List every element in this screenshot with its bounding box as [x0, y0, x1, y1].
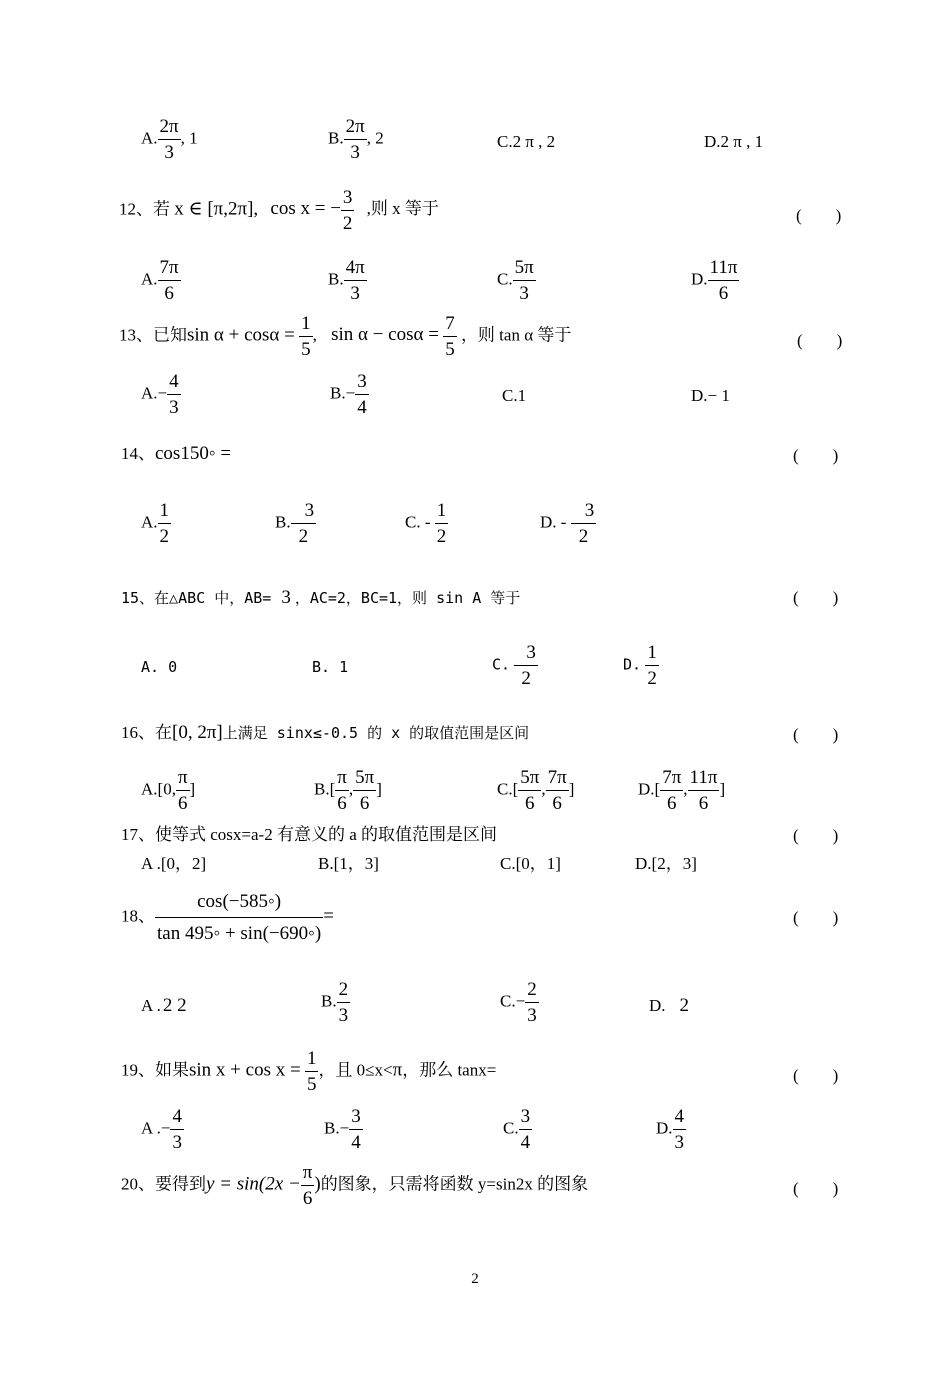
q14-option-a: A. $\frac{1}{2}$ — [141, 500, 170, 547]
q17-option-d: D.[2，3] — [635, 854, 697, 873]
q17-option-c: C.[0，1] — [500, 854, 561, 873]
q12-option-d: D. $\frac{11\pi}{6}$ — [691, 257, 738, 304]
q12-option-a: A. $\frac{7\pi}{6}$ — [141, 257, 179, 304]
q11-option-b: B. $\frac{2\pi}{3}$ , 2 — [328, 116, 384, 163]
q19-answer-paren: ( ) — [793, 1066, 839, 1085]
q13-option-a: A.− $\frac{4}{3}$ — [141, 371, 179, 418]
q16-stem: 16、在[0, 2π]上满足 sinx≤-0.5 的 x 的取值范围是区间 — [121, 722, 530, 743]
q20-stem: 20、要得到y = sin(2x − $\frac{\pi}{6}$ )的图象，只需将函数 y=sin2x 的图象 — [121, 1162, 589, 1209]
q11-option-a: A. $\frac{2\pi}{3}$ , 1 — [141, 116, 198, 163]
q17-answer-paren: ( ) — [793, 826, 839, 845]
page-number: 2 — [471, 1271, 479, 1287]
q13-option-b: B.− $\frac{3}{4}$ — [330, 371, 367, 418]
q20-answer-paren: ( ) — [793, 1179, 839, 1198]
q17-option-b: B.[1，3] — [318, 854, 379, 873]
q15-option-b: B. 1 — [312, 658, 349, 676]
q17-option-a: A .[0，2] — [141, 854, 207, 873]
q18-option-d: D. 2 — [649, 995, 690, 1016]
q14-option-d: D. - $\frac{3}{2}$ — [540, 500, 595, 547]
q13-option-d: D.− 1 — [691, 386, 730, 405]
q18-answer-paren: ( ) — [793, 908, 839, 927]
q12-option-b: B. $\frac{4\pi}{3}$ — [328, 257, 365, 304]
q18-stem: 18、 $\frac{\cos(-585◦)}{\tan 495◦ + \sin(-690◦)}$ = — [121, 891, 334, 944]
q19-option-a: A .− $\frac{4}{3}$ — [141, 1106, 182, 1153]
q19-option-b: B.− $\frac{3}{4}$ — [324, 1106, 361, 1153]
q16-option-a: A.[0, $\frac{\pi}{6}$ ] — [141, 767, 196, 814]
q16-option-c: C.[ $\frac{5\pi}{6}$ , $\frac{7\pi}{6}$ ] — [497, 767, 575, 814]
q17-stem: 17、使等式 cosx=a-2 有意义的 a 的取值范围是区间 — [121, 825, 497, 844]
q11-option-d: D.2 π , 1 — [704, 132, 764, 151]
q14-answer-paren: ( ) — [793, 446, 839, 465]
q15-stem: 15、在△ABC 中，AB= 3 ，AC=2，BC=1，则 sin A 等于 — [121, 587, 521, 608]
q15-option-a: A. 0 — [141, 658, 178, 676]
q13-stem: 13、已知sin α + cosα = $\frac{1}{5}$ , sin α − cosα = $\frac{7}{5}$ ，则 tan α 等于 — [119, 313, 572, 360]
q12-option-c: C. $\frac{5\pi}{3}$ — [497, 257, 534, 304]
q19-option-d: D. $\frac{4}{3}$ — [656, 1106, 685, 1153]
q18-option-a: A . 2 2 — [141, 995, 187, 1016]
q11-option-c: C.2 π , 2 — [497, 132, 556, 151]
q19-option-c: C. $\frac{3}{4}$ — [503, 1106, 531, 1153]
q19-stem: 19、如果sin x + cos x = $\frac{1}{5}$ ，且 0≤x<π，那么 tanx= — [121, 1048, 497, 1095]
q12-stem: 12、若 x ∈ [π,2π], cos x = − $\frac{3}{2}$ ,则 x 等于 — [119, 187, 439, 234]
q16-option-d: D.[ $\frac{7\pi}{6}$ , $\frac{11\pi}{6}$ ] — [638, 767, 726, 814]
q16-option-b: B.[ $\frac{\pi}{6}$ , $\frac{5\pi}{6}$ ] — [314, 767, 382, 814]
q13-option-c: C.1 — [502, 386, 527, 405]
q18-option-c: C.− $\frac{2}{3}$ — [500, 979, 537, 1026]
q15-option-d: D. $\frac{1}{2}$ — [623, 642, 657, 689]
q12-answer-paren: ( ) — [796, 206, 842, 225]
q15-answer-paren: ( ) — [793, 588, 839, 607]
q16-answer-paren: ( ) — [793, 725, 839, 744]
q13-answer-paren: ( ) — [797, 331, 843, 350]
q14-stem: 14、cos150◦ = — [121, 443, 232, 464]
q15-option-c: C. $\frac{3}{2}$ — [492, 642, 536, 689]
q14-option-c: C. - $\frac{1}{2}$ — [405, 500, 447, 547]
q18-option-b: B. $\frac{2}{3}$ — [321, 979, 349, 1026]
q14-option-b: B. $\frac{3}{2}$ — [275, 500, 315, 547]
